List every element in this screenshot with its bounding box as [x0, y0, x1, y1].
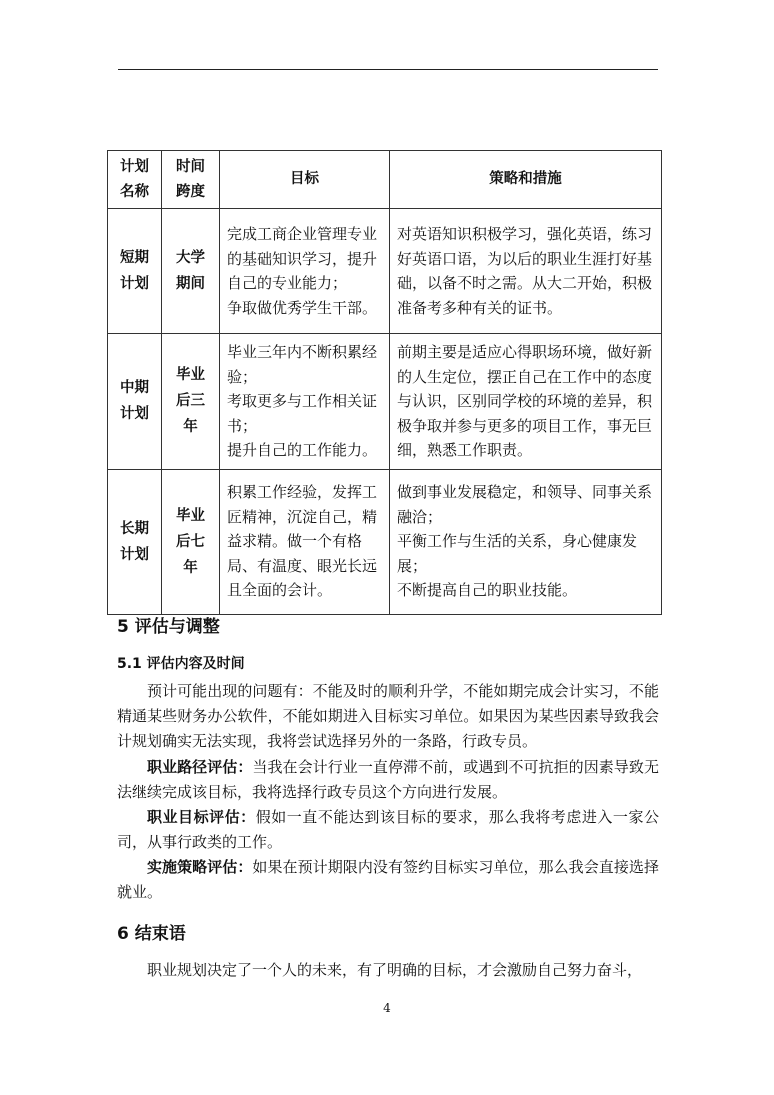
- table-row: [108, 334, 662, 470]
- strategy-cell: 前期主要是适应心得职场环境，做好新的人生定位，摆正自己在工作中的态度与认识，区别同学校的环境的差异，积极争取并参与更多的项目工作，事无巨细，熟悉工作职责。: [390, 334, 662, 470]
- conclusion-paragraph: 职业规划决定了一个人的未来，有了明确的目标，才会激励自己努力奋斗，: [147, 961, 643, 979]
- time-span-cell: 毕业 后七 年: [162, 469, 220, 614]
- plan-name-cell: 短期 计划: [108, 209, 162, 334]
- plan-name-cell: 长期 计划: [108, 469, 162, 614]
- header-time-span: 时间 跨度: [162, 151, 220, 209]
- section-6-heading: 6 结束语: [117, 924, 186, 944]
- section-5-heading: 5 评估与调整: [117, 617, 220, 637]
- goal-cell: 完成工商企业管理专业的基础知识学习，提升自己的专业能力； 争取做优秀学生干部。: [220, 209, 390, 334]
- career-path-paragraph: [117, 755, 659, 805]
- goal-cell: 积累工作经验，发挥工匠精神，沉淀自己，精益求精。做一个有格局、有温度、眼光长远且全面的会计。: [220, 469, 390, 614]
- strategy-eval-text: 如果在预计期限内没有签约目标实习单位，那么我会直接选择就业。: [117, 858, 659, 901]
- strategy-eval-label: 实施策略评估：: [147, 858, 253, 876]
- plan-name-cell: 中期 计划: [108, 334, 162, 470]
- header-plan-name: 计划 名称: [108, 151, 162, 209]
- career-path-label: 职业路径评估：: [147, 758, 253, 776]
- evaluation-paragraph: 预计可能出现的问题有：不能及时的顺利升学，不能如期完成会计实习，不能精通某些财务办公软件，不能如期进入目标实习单位。如果因为某些因素导致我会计规划确实无法实现，我将尝试选择另外的一条路，行政专员。: [117, 682, 659, 750]
- strategy-cell: 做到事业发展稳定，和领导、同事关系融洽； 平衡工作与生活的关系，身心健康发展； 不断提高自己的职业技能。: [390, 469, 662, 614]
- header-rule: [118, 69, 658, 70]
- strategy-eval-paragraph: [117, 855, 659, 905]
- table-header-row: [108, 151, 662, 209]
- header-goal: 目标: [220, 151, 390, 209]
- table-row: [108, 469, 662, 614]
- career-goal-text: 假如一直不能达到该目标的要求，那么我将考虑进入一家公司，从事行政类的工作。: [117, 808, 659, 851]
- time-span-cell: 毕业 后三 年: [162, 334, 220, 470]
- goal-cell: 毕业三年内不断积累经验； 考取更多与工作相关证书； 提升自己的工作能力。: [220, 334, 390, 470]
- page-number: 4: [383, 1001, 391, 1015]
- header-strategy: 策略和措施: [390, 151, 662, 209]
- career-path-text: 当我在会计行业一直停滞不前，或遇到不可抗拒的因素导致无法继续完成该目标，我将选择行政专员这个方向进行发展。: [117, 758, 659, 801]
- table-row: [108, 209, 662, 334]
- time-span-cell: 大学 期间: [162, 209, 220, 334]
- career-plan-table: [107, 150, 662, 615]
- career-goal-paragraph: [117, 805, 659, 855]
- section-5-1-heading: 5.1 评估内容及时间: [117, 656, 245, 672]
- strategy-cell: 对英语知识积极学习，强化英语，练习好英语口语，为以后的职业生涯打好基础，以备不时之需。从大二开始，积极准备考多种有关的证书。: [390, 209, 662, 334]
- career-goal-label: 职业目标评估：: [147, 808, 256, 826]
